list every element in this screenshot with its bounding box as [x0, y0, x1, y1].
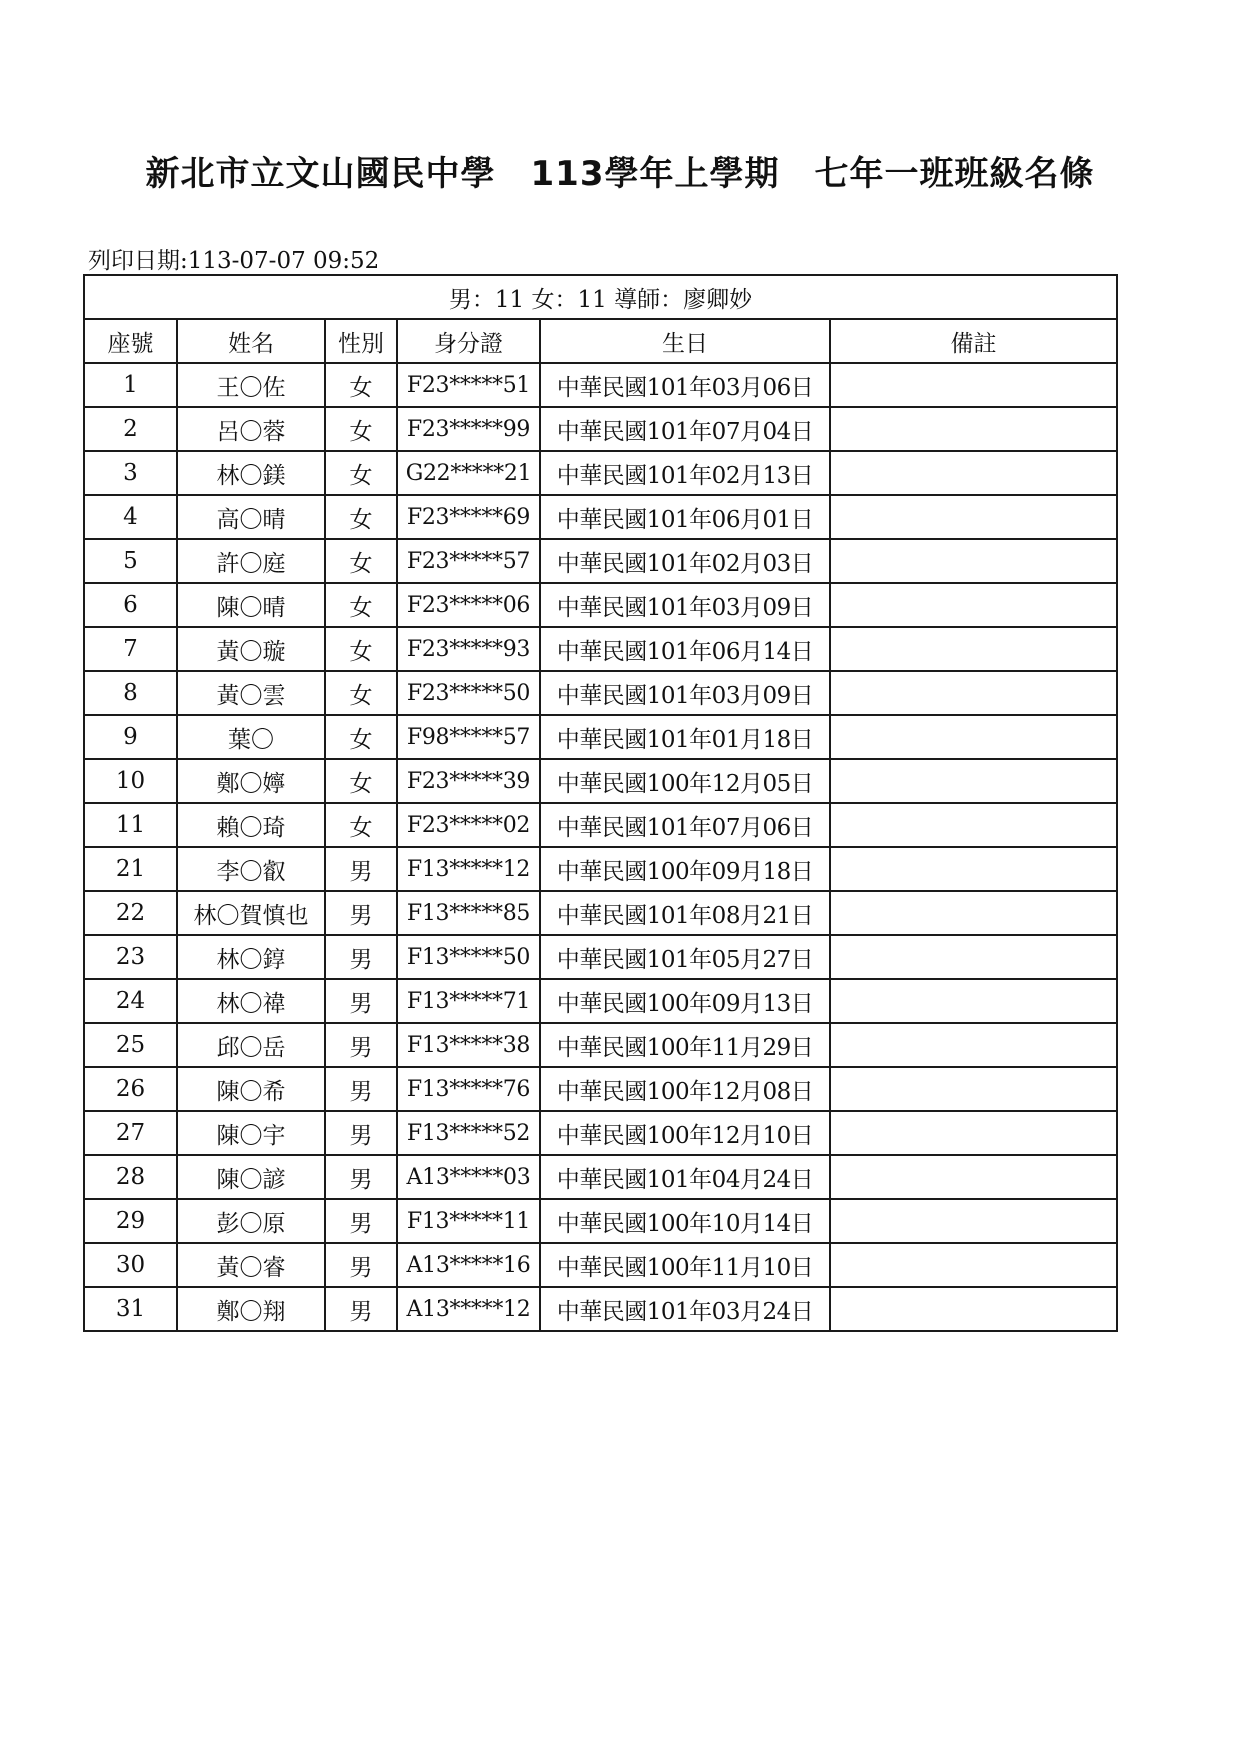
- cell-note: [830, 583, 1117, 627]
- cell-id: F13*****38: [397, 1023, 540, 1067]
- cell-name: 鄭〇嬣: [177, 759, 325, 803]
- cell-birth: 中華民國101年03月09日: [540, 671, 830, 715]
- table-row: [84, 1243, 1117, 1287]
- cell-sex: 女: [325, 715, 397, 759]
- table-row: [84, 363, 1117, 407]
- table-row: [84, 495, 1117, 539]
- cell-seat: 9: [84, 715, 177, 759]
- class-roster-table: [83, 274, 1118, 1332]
- cell-id: F13*****11: [397, 1199, 540, 1243]
- cell-sex: 男: [325, 1111, 397, 1155]
- cell-id: G22*****21: [397, 451, 540, 495]
- table-row: [84, 891, 1117, 935]
- cell-sex: 男: [325, 1287, 397, 1331]
- cell-note: [830, 759, 1117, 803]
- cell-id: F23*****51: [397, 363, 540, 407]
- table-row: [84, 539, 1117, 583]
- cell-sex: 女: [325, 363, 397, 407]
- cell-sex: 女: [325, 759, 397, 803]
- cell-seat: 11: [84, 803, 177, 847]
- cell-note: [830, 627, 1117, 671]
- cell-birth: 中華民國101年03月24日: [540, 1287, 830, 1331]
- cell-sex: 女: [325, 671, 397, 715]
- cell-seat: 24: [84, 979, 177, 1023]
- table-row: [84, 803, 1117, 847]
- header-seat: 座號: [84, 319, 177, 363]
- cell-note: [830, 407, 1117, 451]
- cell-id: A13*****03: [397, 1155, 540, 1199]
- cell-id: F13*****85: [397, 891, 540, 935]
- cell-birth: 中華民國101年04月24日: [540, 1155, 830, 1199]
- cell-id: F13*****50: [397, 935, 540, 979]
- table-row: [84, 847, 1117, 891]
- cell-note: [830, 1111, 1117, 1155]
- cell-note: [830, 803, 1117, 847]
- cell-sex: 男: [325, 1023, 397, 1067]
- cell-note: [830, 451, 1117, 495]
- print-date: 列印日期:113-07-07 09:52: [88, 248, 380, 274]
- cell-sex: 男: [325, 1067, 397, 1111]
- cell-birth: 中華民國100年10月14日: [540, 1199, 830, 1243]
- cell-seat: 1: [84, 363, 177, 407]
- cell-name: 林〇錞: [177, 935, 325, 979]
- cell-birth: 中華民國101年06月14日: [540, 627, 830, 671]
- cell-id: F23*****02: [397, 803, 540, 847]
- cell-id: F23*****50: [397, 671, 540, 715]
- table-row: [84, 1111, 1117, 1155]
- cell-birth: 中華民國101年07月06日: [540, 803, 830, 847]
- cell-name: 林〇賀慎也: [177, 891, 325, 935]
- cell-note: [830, 1067, 1117, 1111]
- cell-seat: 4: [84, 495, 177, 539]
- cell-birth: 中華民國100年11月29日: [540, 1023, 830, 1067]
- cell-id: F23*****93: [397, 627, 540, 671]
- cell-seat: 30: [84, 1243, 177, 1287]
- cell-birth: 中華民國101年06月01日: [540, 495, 830, 539]
- cell-birth: 中華民國100年09月18日: [540, 847, 830, 891]
- cell-name: 林〇鎂: [177, 451, 325, 495]
- cell-note: [830, 935, 1117, 979]
- cell-sex: 男: [325, 891, 397, 935]
- cell-name: 邱〇岳: [177, 1023, 325, 1067]
- summary-row: [84, 275, 1117, 319]
- cell-id: F13*****71: [397, 979, 540, 1023]
- cell-sex: 女: [325, 407, 397, 451]
- cell-note: [830, 1155, 1117, 1199]
- cell-name: 許〇庭: [177, 539, 325, 583]
- cell-sex: 女: [325, 539, 397, 583]
- cell-sex: 男: [325, 1155, 397, 1199]
- cell-sex: 男: [325, 847, 397, 891]
- cell-name: 呂〇蓉: [177, 407, 325, 451]
- cell-birth: 中華民國100年12月10日: [540, 1111, 830, 1155]
- header-birth: 生日: [540, 319, 830, 363]
- cell-sex: 女: [325, 451, 397, 495]
- cell-id: F23*****57: [397, 539, 540, 583]
- cell-name: 鄭〇翔: [177, 1287, 325, 1331]
- cell-seat: 7: [84, 627, 177, 671]
- summary-cell: 男：11 女：11 導師：廖卿妙: [84, 275, 1117, 319]
- table-row: [84, 979, 1117, 1023]
- cell-id: F13*****12: [397, 847, 540, 891]
- cell-name: 黃〇睿: [177, 1243, 325, 1287]
- table-row: [84, 671, 1117, 715]
- cell-name: 黃〇雲: [177, 671, 325, 715]
- cell-id: F23*****06: [397, 583, 540, 627]
- cell-seat: 2: [84, 407, 177, 451]
- cell-birth: 中華民國101年03月06日: [540, 363, 830, 407]
- table-row: [84, 407, 1117, 451]
- cell-birth: 中華民國100年09月13日: [540, 979, 830, 1023]
- cell-birth: 中華民國101年05月27日: [540, 935, 830, 979]
- cell-sex: 男: [325, 979, 397, 1023]
- cell-seat: 10: [84, 759, 177, 803]
- cell-note: [830, 891, 1117, 935]
- cell-birth: 中華民國101年03月09日: [540, 583, 830, 627]
- cell-name: 李〇叡: [177, 847, 325, 891]
- cell-note: [830, 847, 1117, 891]
- header-note: 備註: [830, 319, 1117, 363]
- cell-seat: 28: [84, 1155, 177, 1199]
- cell-seat: 29: [84, 1199, 177, 1243]
- cell-sex: 女: [325, 495, 397, 539]
- cell-note: [830, 363, 1117, 407]
- cell-name: 王〇佐: [177, 363, 325, 407]
- cell-seat: 25: [84, 1023, 177, 1067]
- cell-birth: 中華民國100年12月08日: [540, 1067, 830, 1111]
- cell-name: 陳〇晴: [177, 583, 325, 627]
- header-id: 身分證: [397, 319, 540, 363]
- cell-seat: 31: [84, 1287, 177, 1331]
- cell-birth: 中華民國100年11月10日: [540, 1243, 830, 1287]
- roster-body: [84, 363, 1117, 1331]
- cell-sex: 男: [325, 1243, 397, 1287]
- cell-note: [830, 1023, 1117, 1067]
- cell-name: 高〇晴: [177, 495, 325, 539]
- cell-note: [830, 1243, 1117, 1287]
- cell-id: F23*****39: [397, 759, 540, 803]
- cell-id: F23*****99: [397, 407, 540, 451]
- cell-name: 陳〇宇: [177, 1111, 325, 1155]
- cell-id: F13*****76: [397, 1067, 540, 1111]
- table-row: [84, 627, 1117, 671]
- cell-name: 陳〇諺: [177, 1155, 325, 1199]
- cell-note: [830, 495, 1117, 539]
- cell-note: [830, 671, 1117, 715]
- cell-sex: 女: [325, 627, 397, 671]
- cell-name: 葉〇: [177, 715, 325, 759]
- cell-name: 彭〇原: [177, 1199, 325, 1243]
- table-row: [84, 1067, 1117, 1111]
- table-row: [84, 935, 1117, 979]
- table-row: [84, 451, 1117, 495]
- cell-note: [830, 1287, 1117, 1331]
- cell-note: [830, 1199, 1117, 1243]
- table-row: [84, 1199, 1117, 1243]
- cell-name: 陳〇希: [177, 1067, 325, 1111]
- cell-seat: 3: [84, 451, 177, 495]
- table-row: [84, 715, 1117, 759]
- cell-birth: 中華民國101年01月18日: [540, 715, 830, 759]
- table-row: [84, 1287, 1117, 1331]
- cell-id: F13*****52: [397, 1111, 540, 1155]
- cell-sex: 女: [325, 803, 397, 847]
- cell-seat: 26: [84, 1067, 177, 1111]
- cell-sex: 男: [325, 935, 397, 979]
- cell-id: F98*****57: [397, 715, 540, 759]
- cell-seat: 21: [84, 847, 177, 891]
- cell-id: A13*****12: [397, 1287, 540, 1331]
- cell-note: [830, 539, 1117, 583]
- cell-seat: 27: [84, 1111, 177, 1155]
- table-row: [84, 1023, 1117, 1067]
- cell-name: 黃〇璇: [177, 627, 325, 671]
- cell-birth: 中華民國101年02月03日: [540, 539, 830, 583]
- table-row: [84, 1155, 1117, 1199]
- cell-seat: 8: [84, 671, 177, 715]
- cell-name: 賴〇琦: [177, 803, 325, 847]
- document-title: 新北市立文山國民中學 113學年上學期 七年一班班級名條: [145, 154, 1095, 194]
- cell-seat: 5: [84, 539, 177, 583]
- cell-birth: 中華民國100年12月05日: [540, 759, 830, 803]
- table-row: [84, 759, 1117, 803]
- cell-id: A13*****16: [397, 1243, 540, 1287]
- cell-birth: 中華民國101年02月13日: [540, 451, 830, 495]
- cell-note: [830, 715, 1117, 759]
- table-row: [84, 583, 1117, 627]
- cell-birth: 中華民國101年08月21日: [540, 891, 830, 935]
- cell-seat: 23: [84, 935, 177, 979]
- header-row: [84, 319, 1117, 363]
- cell-seat: 22: [84, 891, 177, 935]
- cell-sex: 男: [325, 1199, 397, 1243]
- header-name: 姓名: [177, 319, 325, 363]
- cell-birth: 中華民國101年07月04日: [540, 407, 830, 451]
- cell-name: 林〇禕: [177, 979, 325, 1023]
- cell-seat: 6: [84, 583, 177, 627]
- cell-id: F23*****69: [397, 495, 540, 539]
- cell-sex: 女: [325, 583, 397, 627]
- cell-note: [830, 979, 1117, 1023]
- header-sex: 性別: [325, 319, 397, 363]
